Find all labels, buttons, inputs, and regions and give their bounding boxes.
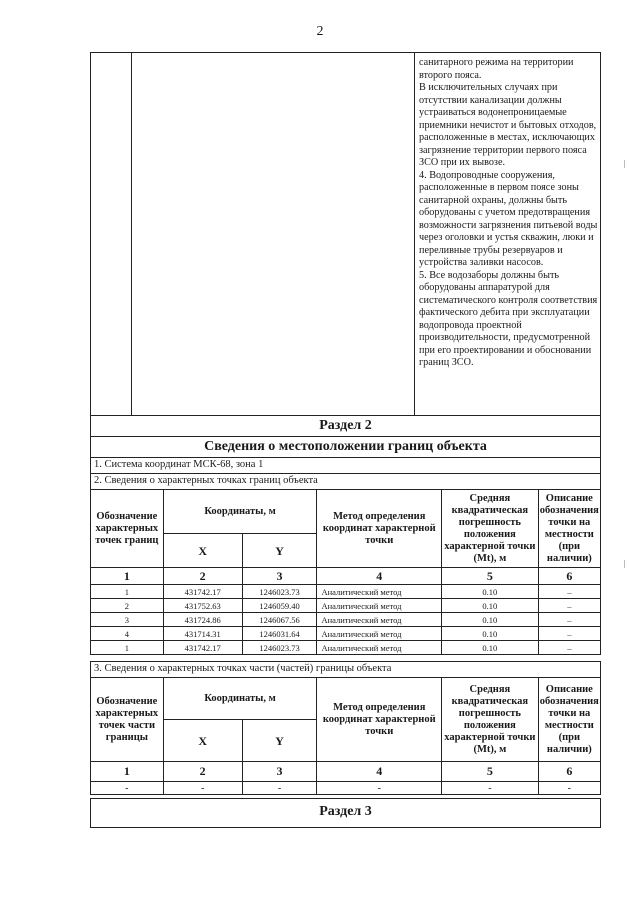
point-x: - [163, 782, 242, 795]
point-method: Аналитический метод [317, 613, 442, 627]
point-description: – [538, 599, 600, 613]
requirement-paragraph: санитарного режима на территории второго пояса. [419, 57, 574, 81]
point-mt: 0.10 [442, 585, 539, 599]
column-divider [414, 53, 415, 415]
requirement-paragraph: 4. Водопроводные сооружения, расположенные в первом поясе зоны санитарной охраны, должны быть оборудованы с учетом предотвращения возможности загрязнения питьевой воды через оголовки и устья скважин, люки и переливные трубы резервуаров и устройства заливки насосов. [419, 169, 598, 268]
requirement-paragraph: В исключительных случаях при отсутствии канализации должны устраиваться водонепроницаемые приемники нечистот и бытовых отходов, расположенные в местах, исключающих загрязнение территории первого пояса ЗСО при их вывозе. [419, 82, 597, 168]
page-number: 2 [316, 24, 324, 39]
point-description: – [538, 641, 600, 655]
header-x: X [163, 720, 242, 762]
point-mt: - [442, 782, 539, 795]
column-number: 1 [91, 568, 164, 585]
table-row [91, 613, 601, 627]
point-description: - [538, 782, 600, 795]
point-number: 1 [91, 585, 164, 599]
scan-mark [624, 160, 625, 168]
column-number: 3 [242, 762, 317, 782]
header-designation: Обозначение характерных точек границ [91, 490, 164, 568]
restrictions-table-continuation [90, 52, 601, 416]
header-designation: Обозначение характерных точек части границы [91, 678, 164, 762]
column-divider [131, 53, 132, 415]
column-number: 6 [538, 762, 600, 782]
section2-title: Раздел 2 [90, 415, 601, 437]
point-number: 3 [91, 613, 164, 627]
column-number: 4 [317, 568, 442, 585]
header-description: Описание обозначения точки на местности (при наличии) [538, 490, 600, 568]
requirement-paragraph: 5. Все водозаборы должны быть оборудованы аппаратурой для систематического контроля соответствия фактического дебита при эксплуатации водопровода проектной производительности, предусмотренной при его проектировании и обосновании границ ЗСО. [419, 269, 598, 368]
point-method: Аналитический метод [317, 585, 442, 599]
point-x: 431742.17 [163, 641, 242, 655]
column-number: 3 [242, 568, 317, 585]
column-number-row [91, 568, 601, 585]
point-number: 2 [91, 599, 164, 613]
header-y: Y [242, 720, 317, 762]
header-x: X [163, 534, 242, 568]
point-y: 1246031.64 [242, 627, 317, 641]
table-row [91, 627, 601, 641]
point-x: 431724.86 [163, 613, 242, 627]
table-row [91, 599, 601, 613]
column-number: 4 [317, 762, 442, 782]
requirements-text [419, 57, 601, 370]
table-row [91, 641, 601, 655]
column-number: 1 [91, 762, 164, 782]
column-number-row [91, 762, 601, 782]
table1-caption: 2. Сведения о характерных точках границ объекта [90, 473, 601, 490]
boundary-points-table [90, 489, 601, 655]
header-coordinates: Координаты, м [163, 678, 317, 720]
header-method: Метод определения координат характерной точки [317, 490, 442, 568]
point-mt: 0.10 [442, 641, 539, 655]
section2-subtitle: Сведения о местоположении границ объекта [90, 436, 601, 458]
header-method: Метод определения координат характерной точки [317, 678, 442, 762]
point-description: – [538, 613, 600, 627]
header-error: Средняя квадратическая погрешность положения характерной точки (Mt), м [442, 490, 539, 568]
point-y: 1246023.73 [242, 585, 317, 599]
point-mt: 0.10 [442, 627, 539, 641]
point-y: - [242, 782, 317, 795]
point-x: 431714.31 [163, 627, 242, 641]
point-y: 1246067.56 [242, 613, 317, 627]
scan-mark [624, 560, 625, 568]
point-number: 4 [91, 627, 164, 641]
point-description: – [538, 627, 600, 641]
column-number: 2 [163, 762, 242, 782]
column-number: 5 [442, 568, 539, 585]
point-mt: 0.10 [442, 599, 539, 613]
section3-title: Раздел 3 [319, 804, 372, 819]
point-x: 431742.17 [163, 585, 242, 599]
table2-caption: 3. Сведения о характерных точках части (частей) границы объекта [90, 661, 601, 678]
header-coordinates: Координаты, м [163, 490, 317, 534]
point-description: – [538, 585, 600, 599]
point-y: 1246023.73 [242, 641, 317, 655]
point-mt: 0.10 [442, 613, 539, 627]
column-number: 6 [538, 568, 600, 585]
point-method: - [317, 782, 442, 795]
header-description: Описание обозначения точки на местности (при наличии) [538, 678, 600, 762]
coordinate-system: 1. Система координат МСК-68, зона 1 [90, 457, 601, 474]
column-number: 2 [163, 568, 242, 585]
table-row [91, 585, 601, 599]
point-number: - [91, 782, 164, 795]
point-number: 1 [91, 641, 164, 655]
point-method: Аналитический метод [317, 641, 442, 655]
point-method: Аналитический метод [317, 599, 442, 613]
part-boundary-points-table [90, 677, 601, 795]
column-number: 5 [442, 762, 539, 782]
header-error: Средняя квадратическая погрешность положения характерной точки (Mt), м [442, 678, 539, 762]
table-row [91, 782, 601, 795]
point-y: 1246059.40 [242, 599, 317, 613]
header-y: Y [242, 534, 317, 568]
point-method: Аналитический метод [317, 627, 442, 641]
point-x: 431752.63 [163, 599, 242, 613]
